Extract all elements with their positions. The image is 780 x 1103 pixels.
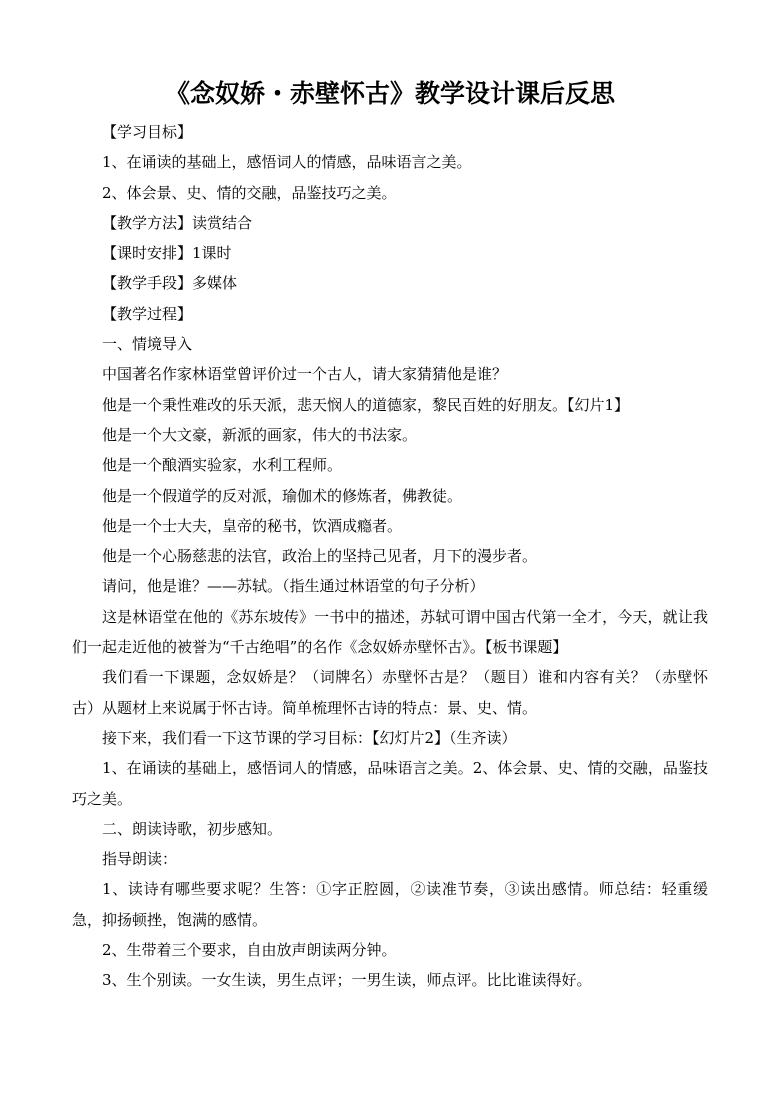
paragraph: 指导朗读：	[102, 850, 178, 869]
section-heading-objectives: 【学习目标】	[102, 123, 193, 141]
objective-1: 1、在诵读的基础上，感悟词人的情感，品味语言之美。	[102, 153, 472, 172]
paragraph: 1、在诵读的基础上，感悟词人的情感，品味语言之美。2、体会景、史、情的交融，品鉴技巧之美。	[72, 759, 708, 808]
objective-2: 2、体会景、史、情的交融，品鉴技巧之美。	[102, 183, 397, 202]
section-heading-process: 【教学过程】	[102, 304, 193, 323]
subsection-intro: 一、情境导入	[102, 335, 193, 354]
page-title: 《念奴娇・赤壁怀古》教学设计课后反思	[164, 79, 615, 108]
subsection-reading: 二、朗读诗歌，初步感知。	[102, 819, 283, 838]
paragraph: 2、生带着三个要求，自由放声朗读两分钟。	[102, 941, 397, 960]
paragraph: 这是林语堂在他的《苏东坡传》一书中的描述，苏轼可谓中国古代第一全才，今天，就让我们一起走近他的被誉为“千古绝唱”的名作《念奴娇赤壁怀古》。【板书课题】	[72, 607, 708, 657]
paragraph: 他是一个酿酒实验家，水利工程师。	[102, 456, 343, 475]
paragraph: 他是一个假道学的反对派，瑜伽术的修炼者，佛教徒。	[102, 486, 463, 505]
class-schedule: 【课时安排】1课时	[102, 244, 232, 263]
teaching-method: 【教学方法】读赏结合	[102, 213, 253, 232]
document-body	[72, 117, 708, 996]
paragraph: 中国著名作家林语堂曾评价过一个古人，请大家猜猜他是谁？	[102, 365, 508, 384]
paragraph: 他是一个士大夫，皇帝的秘书，饮酒成瘾者。	[102, 516, 403, 535]
paragraph: 他是一个大文豪，新派的画家，伟大的书法家。	[102, 425, 418, 444]
paragraph: 3、生个别读。一女生读，男生点评；一男生读，师点评。比比谁读得好。	[102, 971, 592, 990]
paragraph: 请问，他是谁？——苏轼。（指生通过林语堂的句子分析）	[102, 577, 485, 596]
paragraph: 他是一个心肠慈悲的法官，政治上的坚持己见者，月下的漫步者。	[102, 547, 538, 566]
paragraph: 我们看一下课题，念奴娇是？（词牌名）赤壁怀古是？（题目）谁和内容有关？（赤壁怀古）从题材上来说属于怀古诗。简单梳理怀古诗的特点：景、史、情。	[72, 668, 708, 717]
teaching-means: 【教学手段】多媒体	[102, 274, 238, 293]
paragraph: 1、读诗有哪些要求呢？生答：①字正腔圆，②读准节奏，③读出感情。师总结：轻重缓急，抑扬顿挫，饱满的感情。	[72, 880, 708, 929]
paragraph: 他是一个秉性难改的乐天派，悲天悯人的道德家，黎民百姓的好朋友。【幻片1】	[102, 395, 630, 414]
paragraph: 接下来，我们看一下这节课的学习目标：【幻灯片2】（生齐读）	[102, 728, 517, 747]
